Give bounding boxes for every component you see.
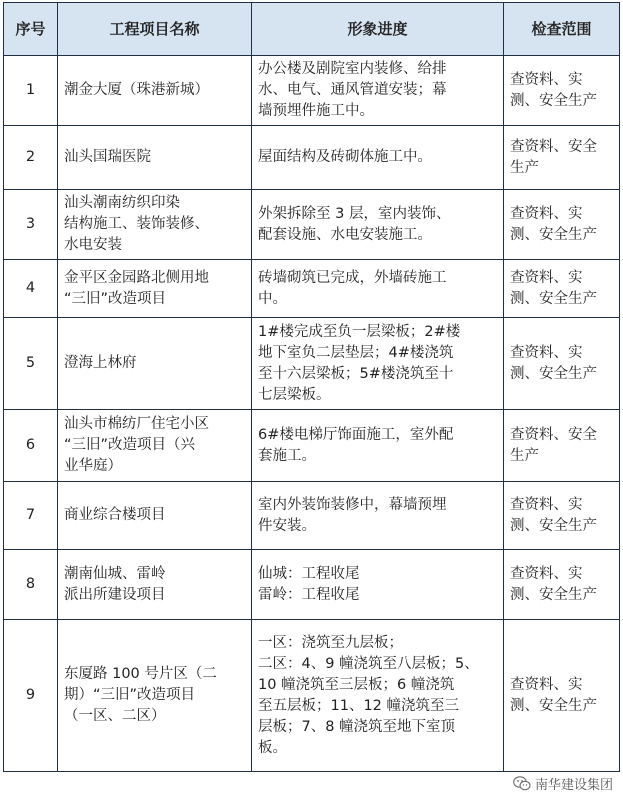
row-number: 2 [4, 126, 58, 190]
row-number: 6 [4, 410, 58, 482]
progress-line: 墙预埋件施工中。 [258, 103, 374, 119]
project-name-line: 水电安装 [64, 237, 122, 253]
project-name-line: 业华庭） [64, 458, 122, 474]
scope-cell [504, 260, 620, 318]
scope-line: 测、安全生产 [510, 517, 597, 534]
scope-cell [504, 126, 620, 190]
project-name-line: 东厦路 100 号片区（二 [64, 666, 217, 682]
progress-cell [252, 410, 504, 482]
scope-line: 测、安全生产 [510, 697, 597, 714]
scope-line: 测、安全生产 [510, 290, 597, 307]
row-number: 1 [4, 56, 58, 126]
scope-cell [504, 190, 620, 260]
progress-cell [252, 550, 504, 620]
progress-line: 地下室负二层垫层；4#楼浇筑 [258, 344, 454, 361]
progress-line: 配套设施、水电安装施工。 [258, 226, 432, 243]
wechat-icon [513, 776, 531, 791]
progress-line: 6#楼电梯厅饰面施工，室外配 [258, 426, 454, 443]
scope-cell [504, 482, 620, 550]
row-number: 5 [4, 318, 58, 410]
scope-cell [504, 56, 620, 126]
progress-cell [252, 318, 504, 410]
header-project-name: 工程项目名称 [58, 3, 252, 56]
progress-line: 件安装。 [258, 517, 316, 534]
project-name-cell [58, 620, 252, 772]
progress-line: 屋面结构及砖砌体施工中。 [258, 149, 432, 165]
table-row [4, 260, 620, 318]
scope-cell [504, 550, 620, 620]
table-header-row [4, 3, 620, 56]
table-row [4, 56, 620, 126]
table-row [4, 126, 620, 190]
progress-line: 中。 [258, 290, 287, 307]
progress-line: 10 幢浇筑至三层板；6 幢浇筑 [258, 676, 455, 693]
project-name-cell [58, 482, 252, 550]
project-name-line: “三旧”改造项目（兴 [64, 437, 196, 453]
progress-line: 室内外装饰装修中，幕墙预埋 [258, 496, 447, 513]
scope-line: 查资料、安全 [510, 426, 597, 443]
row-number: 7 [4, 482, 58, 550]
progress-line: 1#楼完成至负一层梁板；2#楼 [258, 323, 461, 340]
scope-line: 查资料、实 [510, 496, 583, 513]
table-row [4, 482, 620, 550]
project-name-cell [58, 190, 252, 260]
project-name-line: 潮南仙城、雷岭 [64, 565, 166, 582]
row-number: 4 [4, 260, 58, 318]
table-row [4, 410, 620, 482]
scope-line: 测、安全生产 [510, 365, 597, 382]
project-name-line: 汕头国瑞医院 [64, 149, 151, 165]
watermark [513, 774, 613, 793]
progress-line: 砖墙砌筑已完成，外墙砖施工 [258, 269, 447, 286]
progress-line: 层板；7、8 幢浇筑至地下室顶 [258, 718, 456, 735]
project-name-cell [58, 126, 252, 190]
scope-line: 查资料、实 [510, 269, 583, 286]
scope-line: 测、安全生产 [510, 586, 597, 603]
scope-line: 生产 [510, 447, 539, 464]
progress-cell [252, 620, 504, 772]
scope-line: 生产 [510, 159, 539, 176]
project-name-line: 商业综合楼项目 [64, 507, 166, 523]
project-name-line: 汕头市棉纺厂住宅小区 [64, 416, 209, 432]
scope-line: 查资料、实 [510, 565, 583, 582]
progress-line: 至十六层梁板；5#楼浇筑至十 [258, 365, 454, 382]
scope-cell [504, 410, 620, 482]
progress-cell [252, 56, 504, 126]
project-progress-table [3, 2, 620, 772]
scope-line: 查资料、实 [510, 676, 583, 693]
progress-line: 板。 [258, 739, 287, 756]
project-name-cell [58, 410, 252, 482]
progress-line: 二区：4、9 幢浇筑至八层板；5、 [258, 655, 479, 672]
table-row [4, 318, 620, 410]
progress-line: 至五层板；11、12 幢浇筑至三 [258, 697, 460, 714]
project-name-line: 期）“三旧”改造项目 [64, 687, 196, 703]
progress-line: 外架拆除至 3 层，室内装饰、 [258, 205, 451, 222]
progress-line: 办公楼及剧院室内装修、给排 [258, 61, 447, 77]
row-number: 3 [4, 190, 58, 260]
progress-line: 雷岭：工程收尾 [258, 586, 360, 603]
project-name-line: 汕头潮南纺织印染 [64, 195, 180, 211]
progress-cell [252, 190, 504, 260]
progress-cell [252, 126, 504, 190]
scope-line: 查资料、安全 [510, 138, 597, 155]
project-name-line: 潮金大厦（珠港新城） [64, 82, 209, 98]
progress-line: 七层梁板。 [258, 386, 331, 403]
row-number: 9 [4, 620, 58, 772]
table-row [4, 190, 620, 260]
header-no: 序号 [4, 3, 58, 56]
watermark-text: 南华建设集团 [534, 778, 613, 793]
scope-line: 测、安全生产 [510, 92, 597, 109]
progress-line: 水、电气、通风管道安装；幕 [258, 82, 447, 98]
project-name-cell [58, 260, 252, 318]
project-name-line: 结构施工、装饰装修、 [64, 216, 209, 232]
scope-line: 查资料、实 [510, 344, 583, 361]
scope-cell [504, 318, 620, 410]
table-row [4, 550, 620, 620]
project-name-line: 派出所建设项目 [64, 586, 166, 603]
project-name-cell [58, 550, 252, 620]
header-progress: 形象进度 [252, 3, 504, 56]
project-name-line: 澄海上林府 [64, 355, 137, 371]
header-scope: 检查范围 [504, 3, 620, 56]
project-name-line: “三旧”改造项目 [64, 290, 167, 307]
project-name-cell [58, 56, 252, 126]
progress-cell [252, 260, 504, 318]
table-row [4, 620, 620, 772]
progress-line: 一区：浇筑至九层板； [258, 634, 403, 651]
progress-line: 仙城：工程收尾 [258, 565, 360, 582]
progress-cell [252, 482, 504, 550]
project-name-cell [58, 318, 252, 410]
scope-line: 查资料、实 [510, 205, 583, 222]
scope-cell [504, 620, 620, 772]
progress-line: 套施工。 [258, 447, 316, 464]
project-name-line: （一区、二区） [64, 708, 166, 724]
scope-line: 查资料、实 [510, 71, 583, 88]
project-name-line: 金平区金园路北侧用地 [64, 269, 209, 286]
scope-line: 测、安全生产 [510, 226, 597, 243]
row-number: 8 [4, 550, 58, 620]
